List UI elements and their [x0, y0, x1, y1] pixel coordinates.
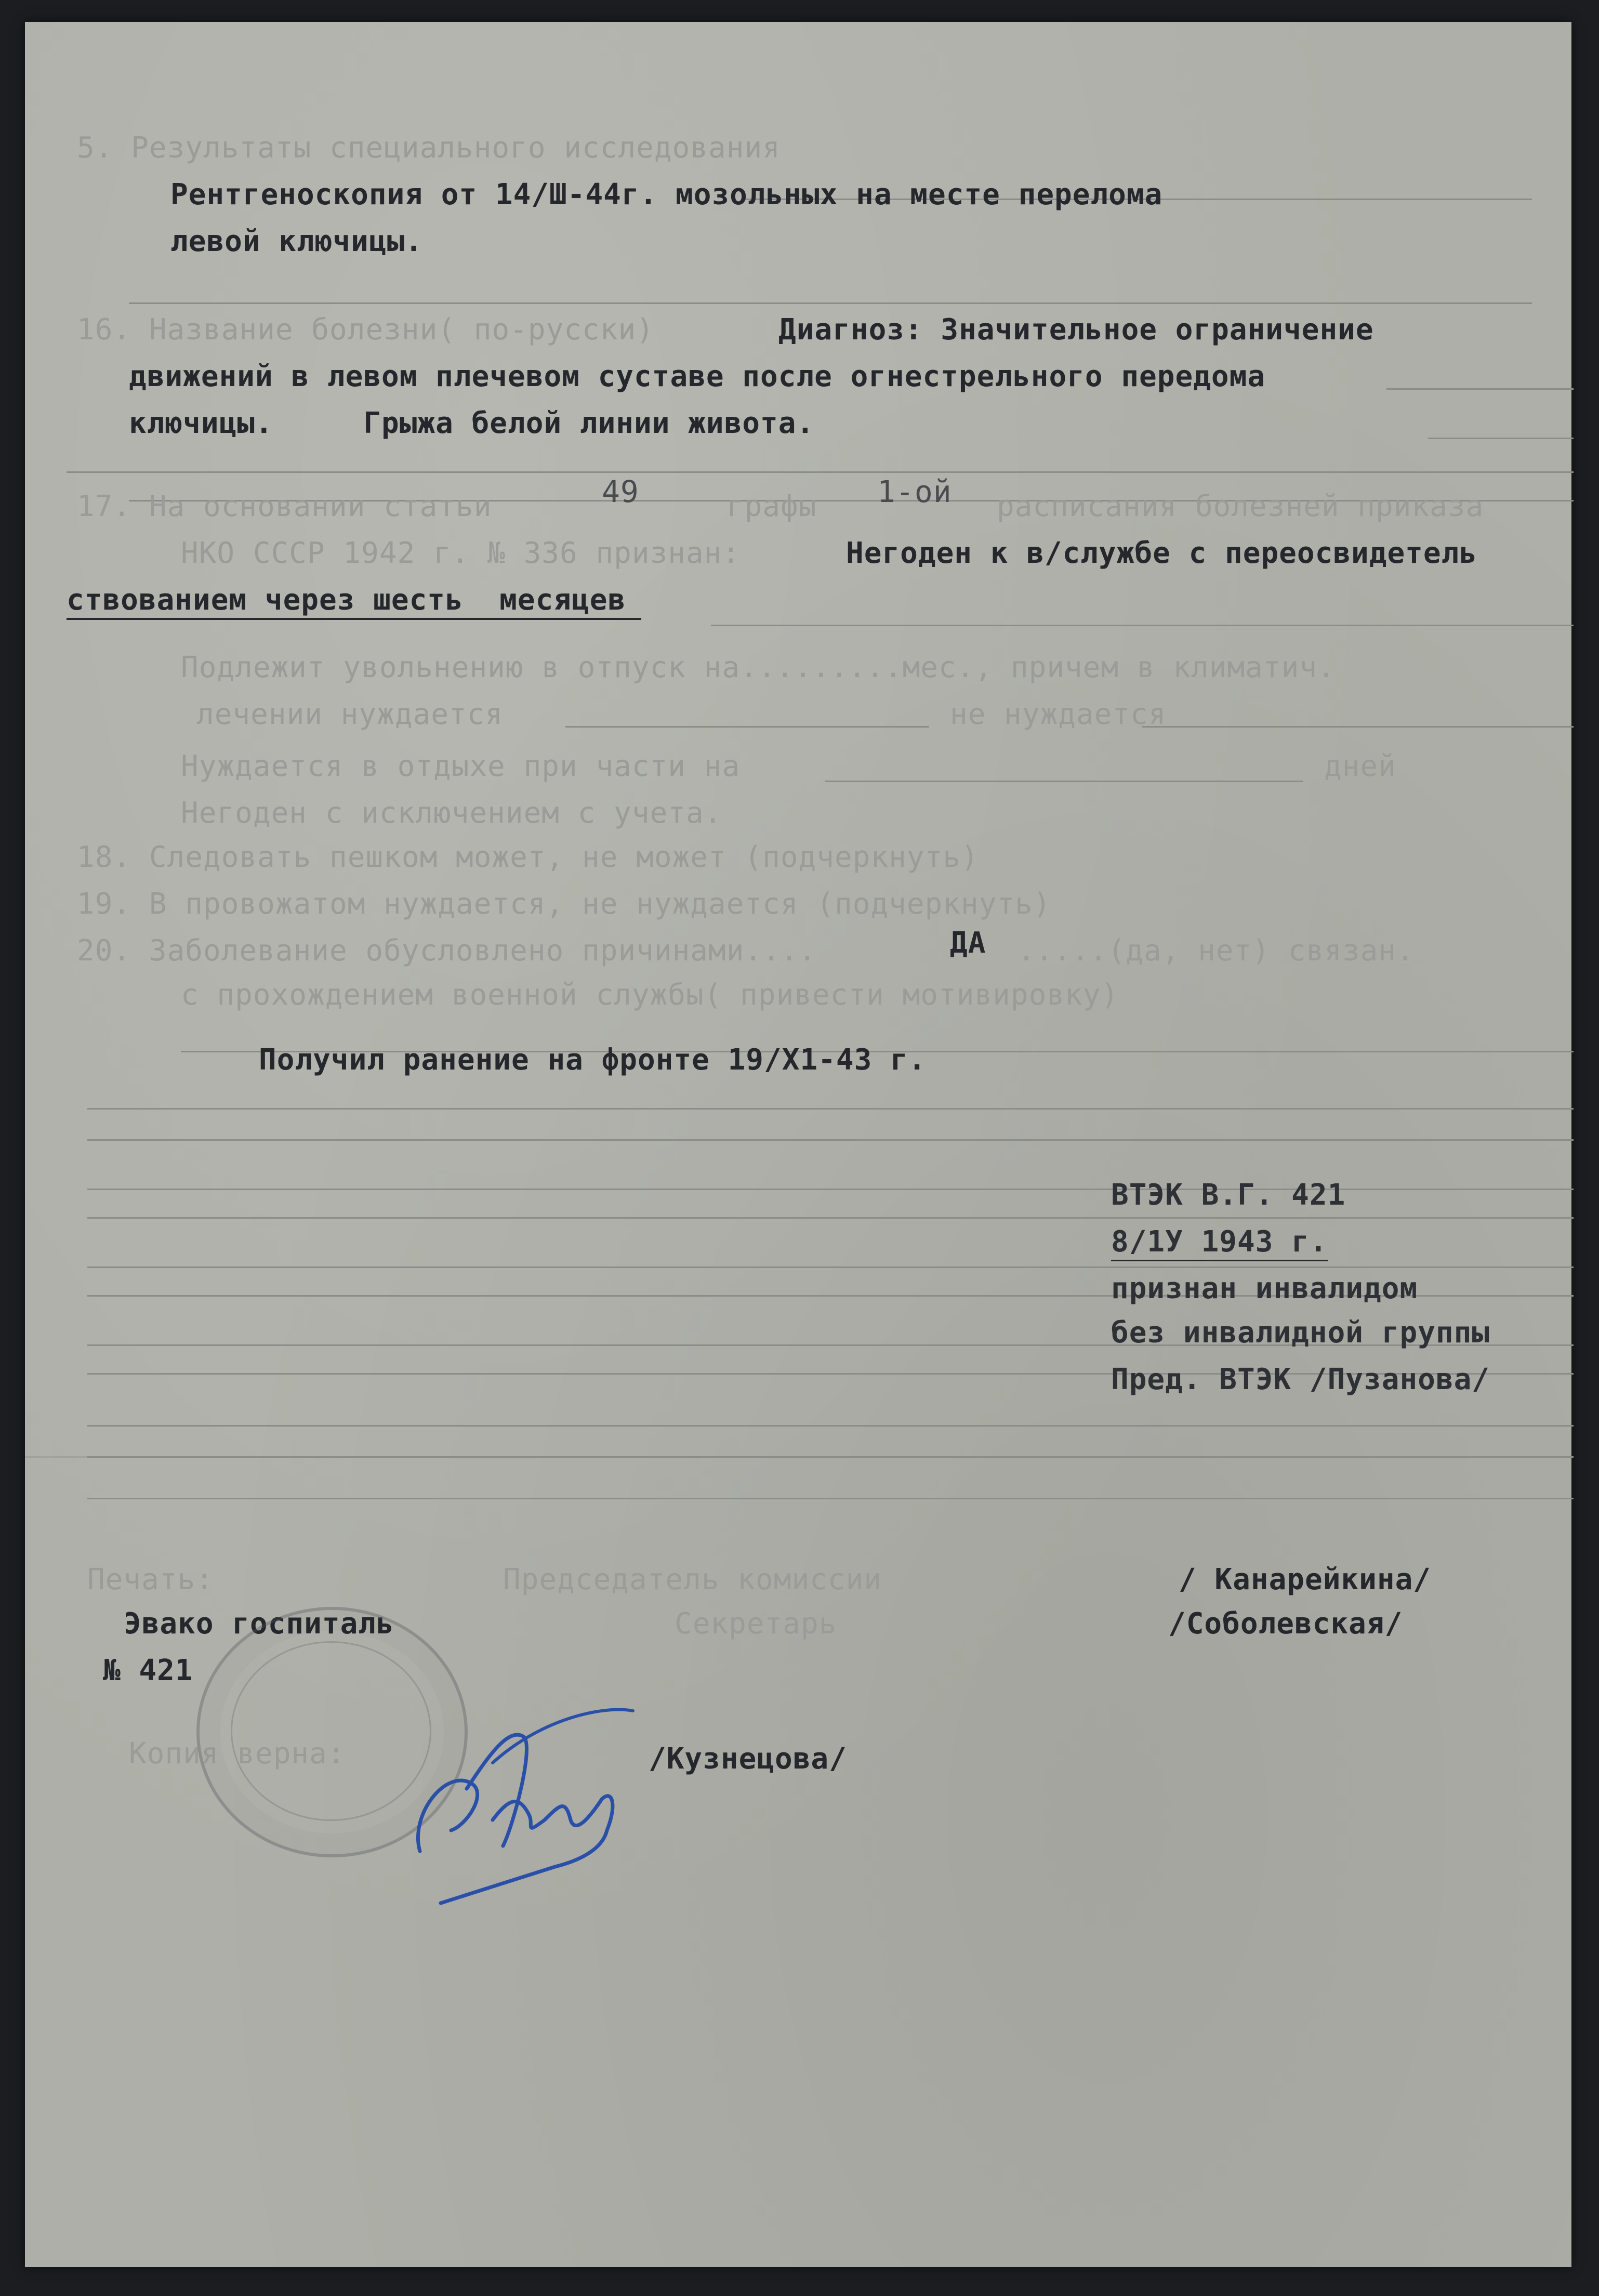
leave-line2b: не нуждается [950, 697, 1167, 731]
form-rule [711, 625, 1574, 626]
secretary-name: /Соболевская/ [1168, 1607, 1403, 1641]
form-rule [87, 1456, 1574, 1458]
diagnosis-line1: Диагноз: Значительное ограничение [778, 313, 1374, 347]
diagnosis-line2: движений в левом плечевом суставе после огнестрельного передома [129, 360, 1266, 393]
article-number: 49 [602, 474, 639, 509]
form-rule [1428, 438, 1574, 439]
form-rule [67, 471, 1574, 473]
form-rule [1386, 388, 1574, 390]
fitness-verdict-continued: ствованием через шесть месяцев [67, 583, 641, 617]
xray-result-line2: левой ключицы. [170, 225, 424, 258]
item20-line2: с прохождением военной службы( привести мотивировку) [181, 978, 1119, 1012]
graph-number: 1-ой [877, 474, 952, 509]
item20-prefix: 20. Заболевание обусловлено причинами.... [77, 934, 817, 968]
form-rule [565, 726, 929, 728]
item17-suffix: расписания болезней приказа [997, 490, 1484, 523]
diagnosis-line3: ключицы. Грыжа белой линии живота. [129, 406, 815, 440]
hospital-name: Эвако госпиталь [124, 1607, 394, 1641]
leave-line2: лечении нуждается [196, 697, 504, 731]
vtek-line4: без инвалидной группы [1111, 1316, 1490, 1350]
leave-line1: Подлежит увольнению в отпуск на.........мес., причем в климатич. [181, 651, 1336, 684]
xray-result-line1: Рентгеноскопия от 14/Ш-44г. мозольных на месте перелома [170, 178, 1163, 212]
leave-line3: Нуждается в отдыхе при части на [181, 749, 741, 783]
chairman-label: Председатель комиссии [503, 1563, 882, 1596]
verified-label: Копия верна: [129, 1737, 346, 1771]
vtek-line2: 8/1У 1943 г. [1111, 1225, 1328, 1259]
item17-order: НКО СССР 1942 г. № 336 признан: [181, 536, 741, 570]
signature [389, 1695, 659, 1914]
form-rule [87, 1108, 1574, 1110]
form-rule [87, 1139, 1574, 1141]
item17-prefix: 17. На основании статьи [77, 490, 492, 523]
item20-value: ДА [950, 926, 986, 960]
form-rule [129, 302, 1532, 304]
graph-label: графы [726, 490, 817, 523]
verifier-name: /Кузнецова/ [649, 1742, 847, 1776]
vtek-line3: признан инвалидом [1111, 1272, 1418, 1305]
vtek-line5: Пред. ВТЭК /Пузанова/ [1111, 1363, 1490, 1396]
form-rule [1142, 726, 1574, 728]
leave-line4: Негоден с исключением с учета. [181, 796, 722, 830]
wound-note: Получил ранение на фронте 19/Х1-43 г. [259, 1043, 927, 1077]
item16-header: 16. Название болезни( по-русски) [77, 313, 654, 347]
form-rule [87, 1217, 1574, 1219]
fitness-verdict: Негоден к в/службе с переосвидетель [846, 536, 1478, 570]
document-sheet [25, 22, 1571, 2267]
item15-header: 5. Результаты специального исследования [77, 131, 781, 165]
form-rule [87, 1189, 1574, 1190]
item19: 19. В провожатом нуждается, не нуждается (подчеркнуть) [77, 887, 1051, 921]
form-rule [87, 1498, 1574, 1499]
form-rule [825, 781, 1303, 782]
form-rule [87, 1266, 1574, 1268]
hospital-number: № 421 [103, 1654, 193, 1687]
secretary-label: Секретарь [675, 1607, 837, 1641]
seal-label: Печать: [87, 1563, 214, 1596]
leave-line3b: дней [1324, 749, 1396, 783]
item20-suffix: .....(да, нет) связан. [1017, 934, 1415, 968]
form-rule [87, 1425, 1574, 1427]
chairman-name: / Канарейкина/ [1179, 1563, 1432, 1596]
item18: 18. Следовать пешком может, не может (подчеркнуть) [77, 840, 979, 874]
vtek-line1: ВТЭК В.Г. 421 [1111, 1178, 1346, 1212]
